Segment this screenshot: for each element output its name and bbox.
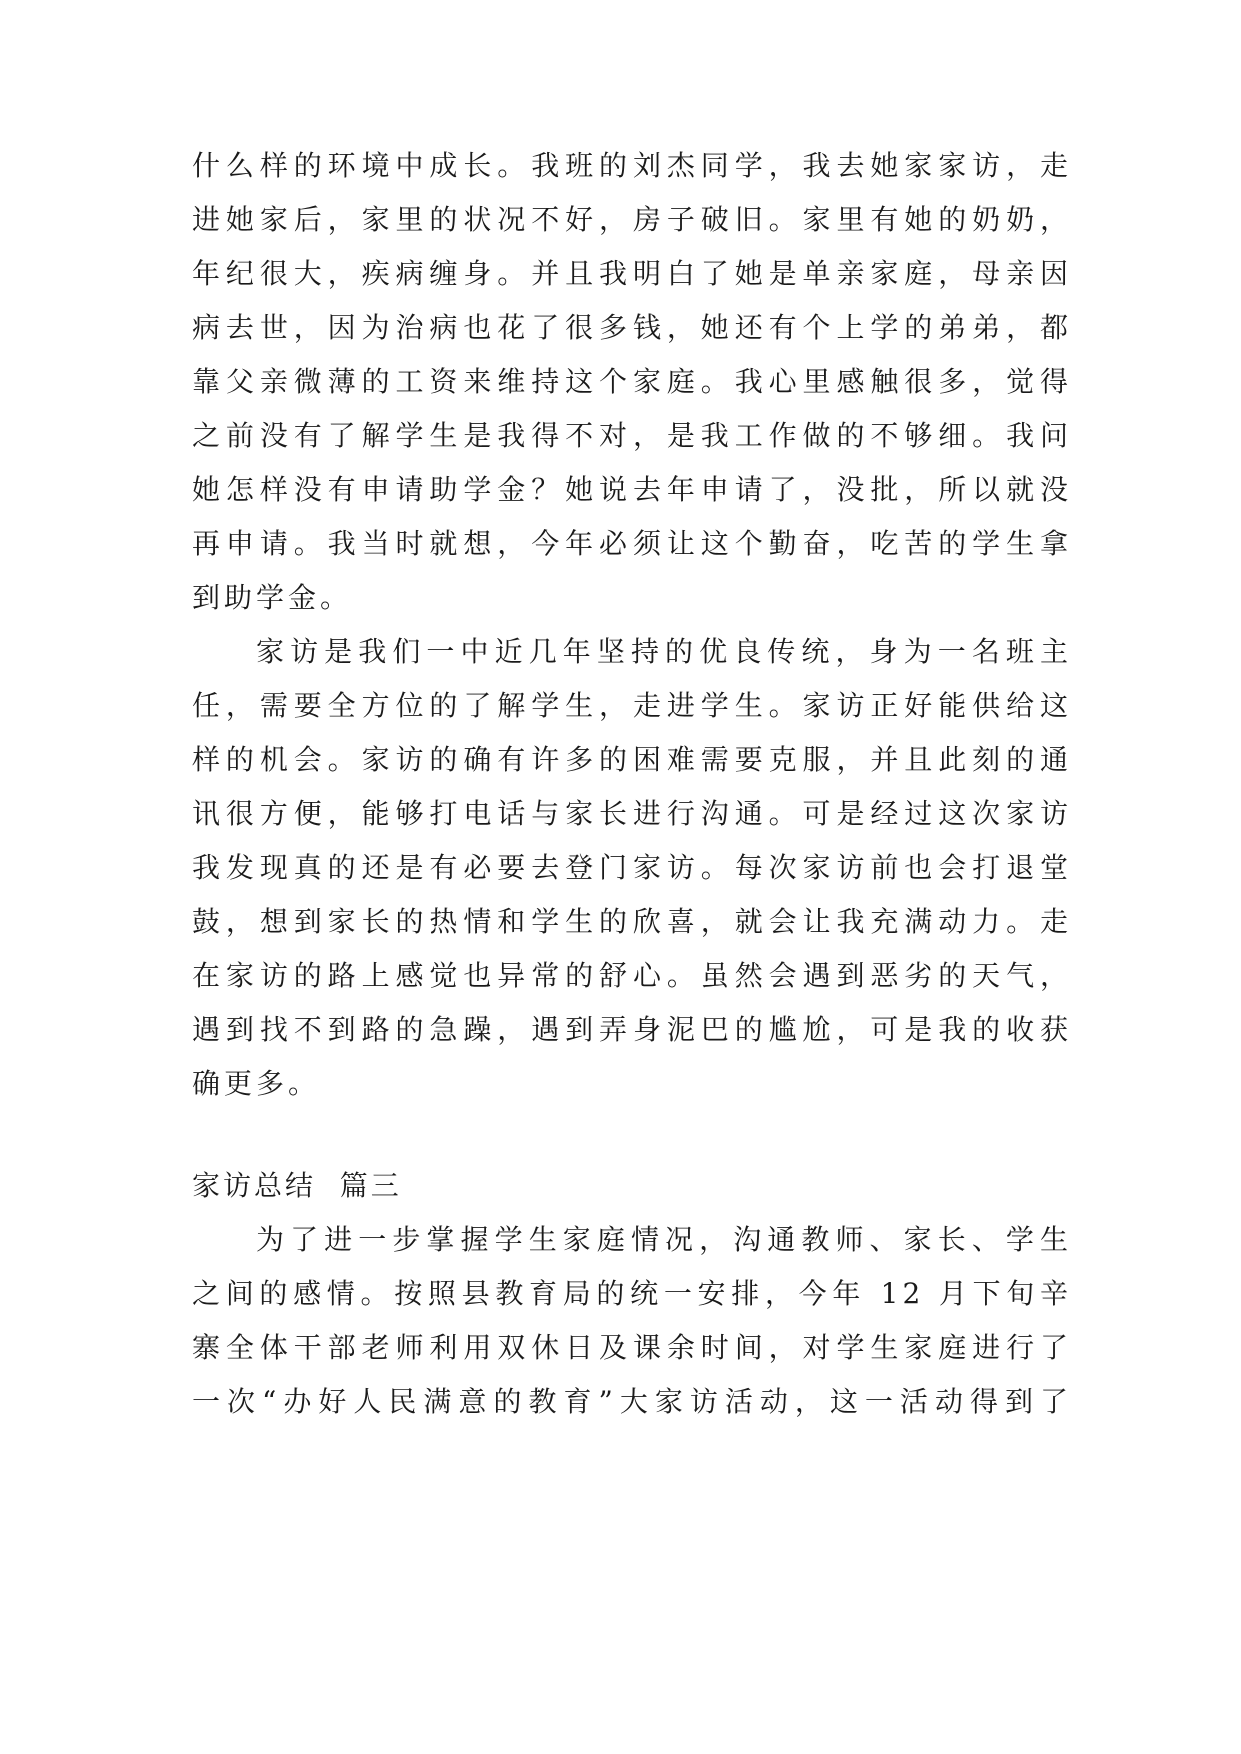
paragraph-1-line-7: 她怎样没有申请助学金？她说去年申请了，没批，所以就没 (192, 473, 1072, 506)
paragraph-3-line-1: 为了进一步掌握学生家庭情况，沟通教师、家长、学生 (256, 1223, 1072, 1256)
paragraph-1-line-2: 进她家后，家里的状况不好，房子破旧。家里有她的奶奶， (192, 203, 1072, 236)
paragraph-1-line-1: 什么样的环境中成长。我班的刘杰同学，我去她家家访，走 (192, 149, 1072, 182)
paragraph-2-line-2: 任，需要全方位的了解学生，走进学生。家访正好能供给这 (192, 689, 1072, 722)
paragraph-2-line-1: 家访是我们一中近几年坚持的优良传统，身为一名班主 (256, 635, 1072, 668)
paragraph-1-line-9: 到助学金。 (192, 581, 353, 614)
paragraph-1-line-6: 之前没有了解学生是我得不对，是我工作做的不够细。我问 (192, 419, 1072, 452)
paragraph-2-line-9: 确更多。 (192, 1067, 321, 1100)
paragraph-2-line-6: 鼓，想到家长的热情和学生的欣喜，就会让我充满动力。走 (192, 905, 1072, 938)
paragraph-3-line-4: 一次“办好人民满意的教育”大家访活动，这一活动得到了 (192, 1385, 1072, 1418)
paragraph-2-line-3: 样的机会。家访的确有许多的困难需要克服，并且此刻的通 (192, 743, 1072, 776)
paragraph-1-line-5: 靠父亲微薄的工资来维持这个家庭。我心里感触很多，觉得 (192, 365, 1072, 398)
paragraph-1-line-8: 再申请。我当时就想，今年必须让这个勤奋，吃苦的学生拿 (192, 527, 1072, 560)
paragraph-2-line-4: 讯很方便，能够打电话与家长进行沟通。可是经过这次家访 (192, 797, 1072, 830)
paragraph-2-line-5: 我发现真的还是有必要去登门家访。每次家访前也会打退堂 (192, 851, 1072, 884)
section-heading: 家访总结 篇三 (192, 1169, 402, 1202)
paragraph-2-line-7: 在家访的路上感觉也异常的舒心。虽然会遇到恶劣的天气， (192, 959, 1072, 992)
paragraph-1-line-3: 年纪很大，疾病缠身。并且我明白了她是单亲家庭，母亲因 (192, 257, 1072, 290)
paragraph-3-line-3: 寨全体干部老师利用双休日及课余时间，对学生家庭进行了 (192, 1331, 1072, 1364)
paragraph-3-line-2: 之间的感情。按照县教育局的统一安排，今年 12 月下旬辛 (192, 1277, 1072, 1310)
paragraph-2-line-8: 遇到找不到路的急躁，遇到弄身泥巴的尴尬，可是我的收获 (192, 1013, 1072, 1046)
paragraph-1-line-4: 病去世，因为治病也花了很多钱，她还有个上学的弟弟，都 (192, 311, 1072, 344)
